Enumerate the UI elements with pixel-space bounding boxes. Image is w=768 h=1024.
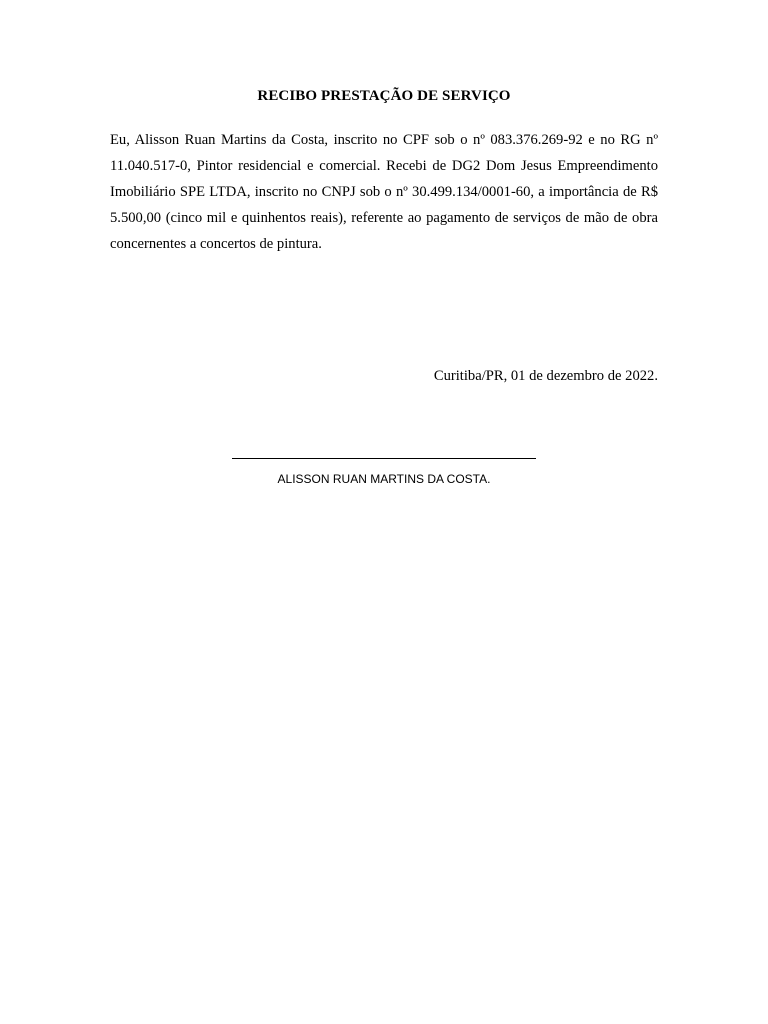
receipt-body-paragraph: Eu, Alisson Ruan Martins da Costa, inscrito no CPF sob o nº 083.376.269-92 e no RG nº 11.040.517-0, Pintor residencial e comercial. Recebi de DG2 Dom Jesus Empreendimento Imobiliário SPE LTDA, inscrito no CNPJ sob o nº 30.499.134/0001-60, a importância de R$ 5.500,00 (cinco mil e quinhentos reais), referente ao pagamento de serviços de mão de obra concernentes a concertos de pintura. [110, 132, 658, 252]
signature-line [232, 458, 536, 459]
signatory-name: ALISSON RUAN MARTINS DA COSTA. [277, 472, 491, 486]
place-and-date: Curitiba/PR, 01 de dezembro de 2022. [433, 368, 658, 384]
document-title: RECIBO PRESTAÇÃO DE SERVIÇO [257, 88, 511, 104]
